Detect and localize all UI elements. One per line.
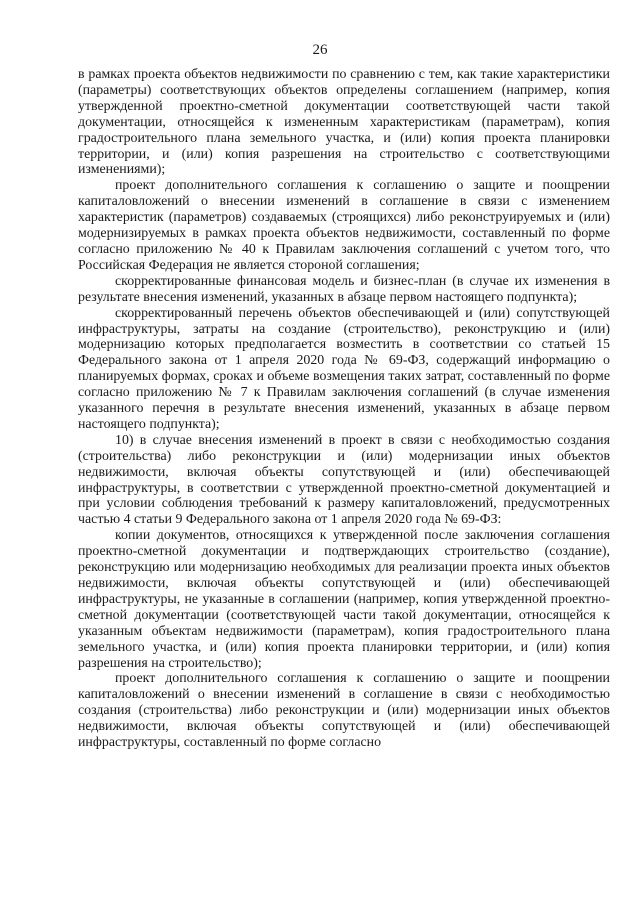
paragraph-infrastructure-list: скорректированный перечень объектов обеспечивающей и (или) сопутствующей инфраструктуры, затраты на создание (строительство), реконструкцию и (или) модернизацию которых предполагается возместить в соответствии со статьей 15 Федерального закона от 1 апреля 2020 года № 69-ФЗ, содержащий информацию о планируемых формах, сроках и объеме возмещения таких затрат, составленный по форме согласно приложению № 7 к Правилам заключения соглашений (в случае изменения указанного перечня в результате внесения изменений, указанных в абзаце первом настоящего подпункта); [78,305,610,432]
paragraph-draft-agreement-characteristics: проект дополнительного соглашения к соглашению о защите и поощрении капиталовложений о внесении изменений в соглашение в связи с изменением характеристик (параметров) создаваемых (строящихся) либо реконструируемых и (или) модернизируемых в рамках проекта объектов недвижимости, составленный по форме согласно приложению № 40 к Правилам заключения соглашений с учетом того, что Российская Федерация не является стороной соглашения; [78,178,610,273]
paragraph-financial-model: скорректированные финансовая модель и бизнес-план (в случае их изменения в результате внесения изменений, указанных в абзаце первом настоящего подпункта); [78,273,610,305]
page-number: 26 [312,42,328,58]
paragraph-draft-agreement-new-objects: проект дополнительного соглашения к соглашению о защите и поощрении капиталовложений о внесении изменений в соглашение в связи с необходимостью создания (строительства) либо реконструкции и (или) модернизации иных объектов недвижимости, включая объекты сопутствующей и (или) обеспечивающей инфраструктуры, составленный по форме согласно [78,671,610,751]
paragraph-item-10: 10) в случае внесения изменений в проект в связи с необходимостью создания (строительства) либо реконструкции и (или) модернизации иных объектов недвижимости, включая объекты сопутствующей и (или) обеспечивающей инфраструктуры, в соответствии с утвержденной проектно-сметной документацией и при условии соблюдения требований к размеру капиталовложений, предусмотренных частью 4 статьи 9 Федерального закона от 1 апреля 2020 года № 69-ФЗ: [78,432,610,528]
document-body [78,67,610,751]
paragraph-document-copies: копии документов, относящихся к утвержденной после заключения соглашения проектно-сметной документации и подтверждающих строительство (создание), реконструкцию или модернизацию необходимых для реализации проекта иных объектов недвижимости, включая объекты сопутствующей и (или) обеспечивающей инфраструктуры, не указанные в соглашении (например, копия утвержденной проектно-сметной документации (соответствующей части такой документации, относящейся к указанным объектам недвижимости (параметрам), копия градостроительного плана земельного участка, и (или) копия проекта планировки территории, и (или) копия разрешения на строительство); [78,528,610,671]
paragraph-continuation: в рамках проекта объектов недвижимости по сравнению с тем, как такие характеристики (параметры) соответствующих объектов определены соглашением (например, копия утвержденной проектно-сметной документации соответствующей части такой документации, относящейся к измененным характеристикам (параметрам), копия градостроительного плана земельного участка, и (или) копия проекта планировки территории, и (или) копия разрешения на строительство с соответствующими изменениями); [78,67,610,178]
